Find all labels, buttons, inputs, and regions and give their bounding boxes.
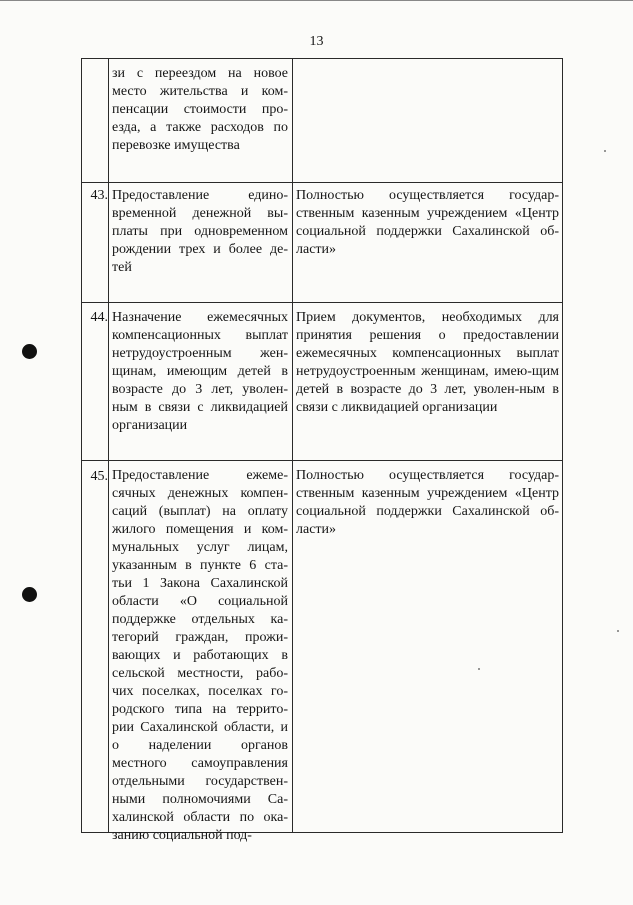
table-border-top [81, 58, 563, 59]
binder-hole [22, 587, 37, 602]
service-name: Назначение ежемесячных компенсационных выплат нетрудоустроенным жен-щинам, имеющим детей в возрасте до 3 лет, уволен-ным в связи с ликвидацией организации [112, 310, 288, 433]
row-number: 44. [90, 310, 108, 325]
scan-edge-line [0, 0, 633, 1]
row-divider [81, 302, 563, 303]
service-executor: Полностью осуществляется государ-ственным казенным учреждением «Центр социальной поддержки Сахалинской об-ласти» [296, 468, 559, 537]
services-table [81, 58, 563, 843]
service-name: зи с переездом на новое место жительства и ком-пенсации стоимости про-езда, а также расходов по перевозке имущества [112, 66, 288, 153]
scan-speck [604, 150, 606, 152]
row-divider [81, 460, 563, 461]
column-divider [108, 58, 109, 833]
page-number: 13 [309, 34, 324, 49]
table-border-right [562, 58, 563, 833]
service-name: Предоставление ежеме-сячных денежных компен-саций (выплат) на оплату жилого помещения и ком-мунальных услуг лицам, указанным в пункте 6 ста-тьи 1 Закона Сахалинской области «О социальной поддержке отдельных ка-тегорий граждан, прожи-вающих и работающих в сельской местности, рабо-чих поселках, поселках го-родского типа на террито-рии Сахалинской области, и о наделении органов местного самоуправления отдельными государствен-ными полномочиями Са-халинской области по ока-занию социальной под- [112, 468, 288, 843]
row-number: 43. [90, 188, 108, 203]
scan-speck [617, 630, 619, 632]
row-number: 45. [90, 469, 108, 484]
row-divider [81, 182, 563, 183]
service-executor: Полностью осуществляется государ-ственным казенным учреждением «Центр социальной поддержки Сахалинской об-ласти» [296, 188, 559, 257]
service-name: Предоставление едино-временной денежной вы-платы при одновременном рождении трех и более де-тей [112, 188, 288, 275]
service-executor: Прием документов, необходимых для принятия решения о предоставлении ежемесячных компенсационных выплат нетрудоустроенным женщинам, имею-щим детей в возрасте до 3 лет, уволен-ным в связи с ликвидацией организации [296, 310, 559, 415]
binder-hole [22, 344, 37, 359]
table-border-left [81, 58, 82, 833]
column-divider [292, 58, 293, 833]
